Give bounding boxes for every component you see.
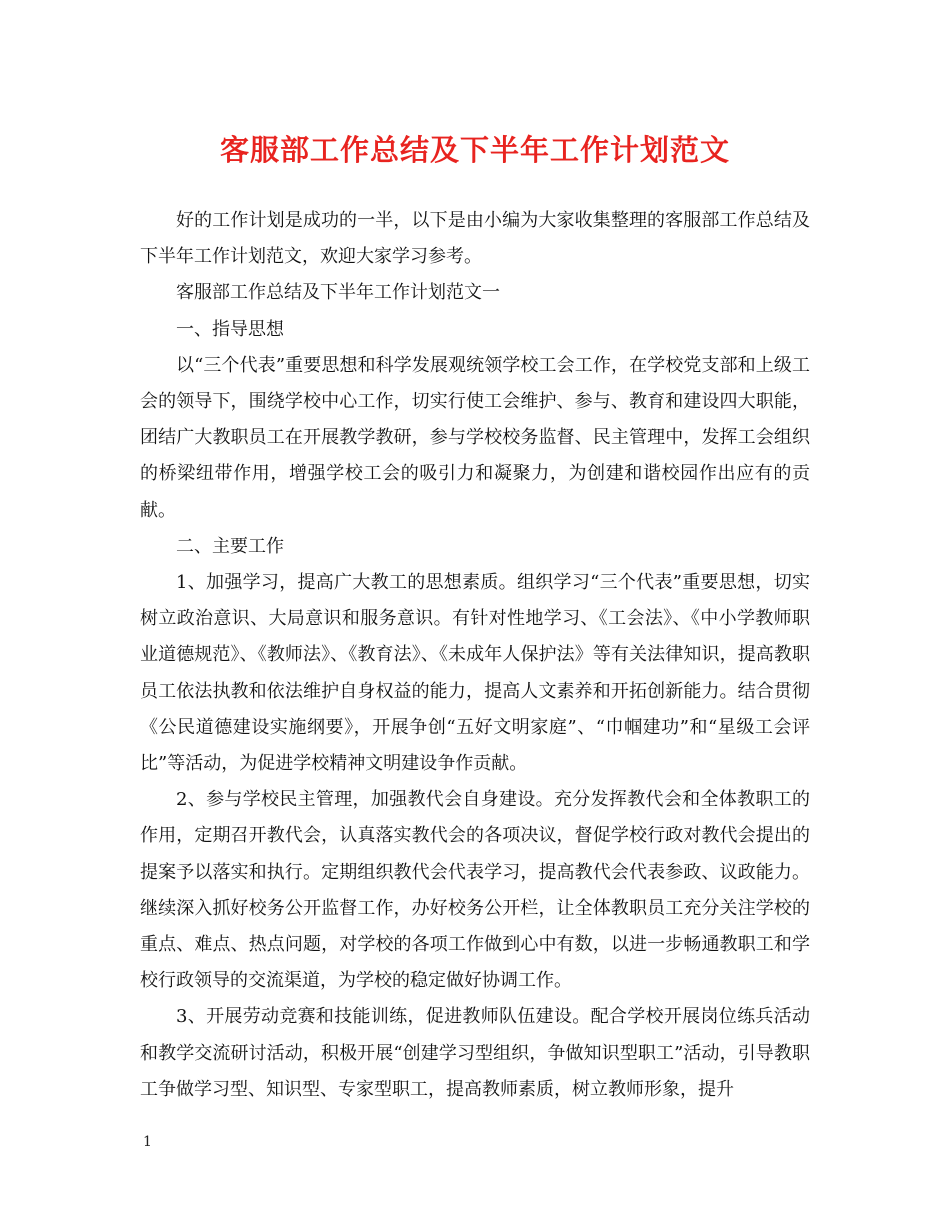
section-heading-guiding-ideology: 一、指导思想: [176, 318, 284, 340]
section-heading-sample-one: 客服部工作总结及下半年工作计划范文一: [176, 282, 500, 304]
guiding-ideology-paragraph: 以“三个代表”重要思想和科学发展观统领学校工会工作，在学校党支部和上级工会的领导下，围绕学校中心工作，切实行使工会维护、参与、教育和建设四大职能，团结广大教职员工在开展教学教研，参与学校校务监督、民主管理中，发挥工会组织的桥梁纽带作用，增强学校工会的吸引力和凝聚力，为创建和谐校园作出应有的贡献。: [140, 354, 810, 521]
document-title: 客服部工作总结及下半年工作计划范文: [219, 133, 730, 167]
main-work-item-3: 3、开展劳动竞赛和技能训练，促进教师队伍建设。配合学校开展岗位练兵活动和教学交流研讨活动，积极开展“创建学习型组织，争做知识型职工”活动，引导教职工争做学习型、知识型、专家型职工，提高教师素质，树立教师形象，提升: [140, 1006, 810, 1100]
intro-paragraph: 好的工作计划是成功的一半，以下是由小编为大家收集整理的客服部工作总结及下半年工作计划范文，欢迎大家学习参考。: [140, 210, 810, 268]
document-body: [140, 203, 810, 1108]
page-number: 1: [143, 1134, 152, 1150]
main-work-item-2: 2、参与学校民主管理，加强教代会自身建设。充分发挥教代会和全体教职工的作用，定期召开教代会，认真落实教代会的各项决议，督促学校行政对教代会提出的提案予以落实和执行。定期组织教代会代表学习，提高教代会代表参政、议政能力。继续深入抓好校务公开监督工作，办好校务公开栏，让全体教职员工充分关注学校的重点、难点、热点问题，对学校的各项工作做到心中有数，以进一步畅通教职工和学校行政领导的交流渠道，为学校的稳定做好协调工作。: [140, 789, 810, 992]
main-work-item-1: 1、加强学习，提高广大教工的思想素质。组织学习“三个代表”重要思想，切实树立政治意识、大局意识和服务意识。有针对性地学习、《工会法》、《中小学教师职业道德规范》、《教师法》、《教育法》、《未成年人保护法》等有关法律知识，提高教职员工依法执教和依法维护自身权益的能力，提高人文素养和开拓创新能力。结合贯彻《公民道德建设实施纲要》，开展争创“五好文明家庭”、“巾帼建功”和“星级工会评比”等活动，为促进学校精神文明建设争作贡献。: [140, 572, 810, 775]
section-heading-main-work: 二、主要工作: [176, 535, 284, 557]
